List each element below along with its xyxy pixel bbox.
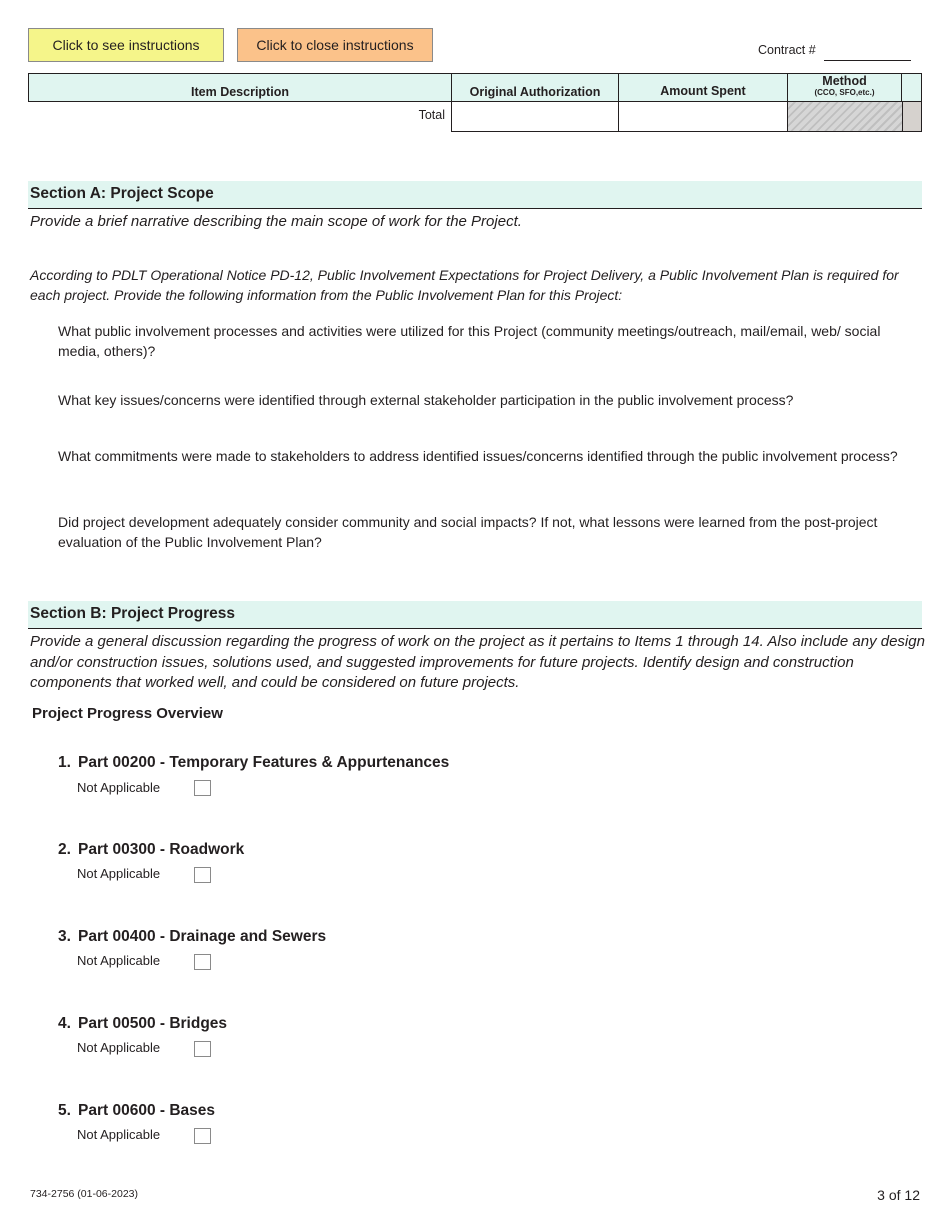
- contract-number-field[interactable]: [824, 60, 911, 61]
- section-a-header: Section A: Project Scope: [28, 181, 922, 209]
- question-community-impacts: Did project development adequately consider community and social impacts? If not, what lessons were learned from the post-project evaluation of the Public Involvement Plan?: [58, 514, 878, 550]
- not-applicable-label: Not Applicable: [77, 1127, 161, 1142]
- contract-label: Contract #: [758, 43, 816, 57]
- total-amount-spent-field[interactable]: [618, 102, 788, 132]
- part-number: 2.: [58, 841, 71, 858]
- form-id: 734-2756 (01-06-2023): [30, 1188, 138, 1200]
- part-number: 3.: [58, 928, 71, 945]
- header-method-label: Method: [822, 74, 867, 88]
- header-method-sub: (CCO, SFO,etc.): [814, 88, 875, 97]
- part-name: Part 00500 - Bridges: [78, 1015, 228, 1032]
- header-original-authorization: Original Authorization: [452, 74, 619, 101]
- part-number: 5.: [58, 1102, 71, 1119]
- part-number: 1.: [58, 754, 71, 771]
- not-applicable-label: Not Applicable: [77, 1040, 161, 1055]
- part-title: [58, 841, 244, 859]
- part-title: [58, 1015, 227, 1033]
- not-applicable-label: Not Applicable: [77, 866, 161, 881]
- section-a-prompt: Provide a brief narrative describing the main scope of work for the Project.: [30, 213, 522, 230]
- not-applicable-checkbox-part-00300[interactable]: [194, 867, 211, 883]
- part-name: Part 00400 - Drainage and Sewers: [78, 928, 327, 945]
- question-public-involvement-processes: What public involvement processes and activities were utilized for this Project (community meetings/outreach, mail/email, web/ social media, others)?: [58, 323, 881, 359]
- question-commitments: What commitments were made to stakeholders to address identified issues/concerns identified through the public involvement process?: [58, 448, 898, 464]
- section-b-header: Section B: Project Progress: [28, 601, 922, 629]
- part-name: Part 00200 - Temporary Features & Appurtenances: [78, 754, 450, 771]
- header-extra-cell: [902, 74, 922, 101]
- see-instructions-button[interactable]: Click to see instructions: [28, 28, 224, 62]
- part-title: [58, 928, 326, 946]
- project-progress-overview-title: Project Progress Overview: [32, 705, 223, 722]
- header-amount-spent: Amount Spent: [619, 74, 788, 101]
- cost-table-header: [28, 73, 922, 102]
- close-instructions-button[interactable]: Click to close instructions: [237, 28, 433, 62]
- part-number: 4.: [58, 1015, 71, 1032]
- section-a-notice: According to PDLT Operational Notice PD-12, Public Involvement Expectations for Project Delivery, a Public Involvement Plan is required for each project. Provide the following information from the Public Involvement Plan for this Project:: [30, 267, 899, 303]
- not-applicable-checkbox-part-00400[interactable]: [194, 954, 211, 970]
- part-title: [58, 754, 449, 772]
- total-label: Total: [418, 108, 445, 122]
- not-applicable-checkbox-part-00600[interactable]: [194, 1128, 211, 1144]
- total-original-authorization-field[interactable]: [451, 102, 619, 132]
- not-applicable-label: Not Applicable: [77, 780, 161, 795]
- part-name: Part 00600 - Bases: [78, 1102, 216, 1119]
- not-applicable-label: Not Applicable: [77, 953, 161, 968]
- not-applicable-checkbox-part-00500[interactable]: [194, 1041, 211, 1057]
- total-extra-cell: [902, 102, 922, 132]
- section-b-prompt: Provide a general discussion regarding the progress of work on the project as it pertains to Items 1 through 14. Also include any design and/or construction issues, solutions used, and suggested improvements for future projects. Identify design and construction components that worked well, and could be considered on future projects.: [30, 633, 925, 691]
- question-key-issues: What key issues/concerns were identified through external stakeholder participation in the public involvement process?: [58, 392, 794, 408]
- page-number: 3 of 12: [877, 1187, 920, 1203]
- header-item-description: Item Description: [29, 74, 452, 101]
- part-name: Part 00300 - Roadwork: [78, 841, 245, 858]
- total-method-cell-disabled: [787, 102, 903, 132]
- header-method: [788, 74, 902, 101]
- part-title: [58, 1102, 215, 1120]
- not-applicable-checkbox-part-00200[interactable]: [194, 780, 211, 796]
